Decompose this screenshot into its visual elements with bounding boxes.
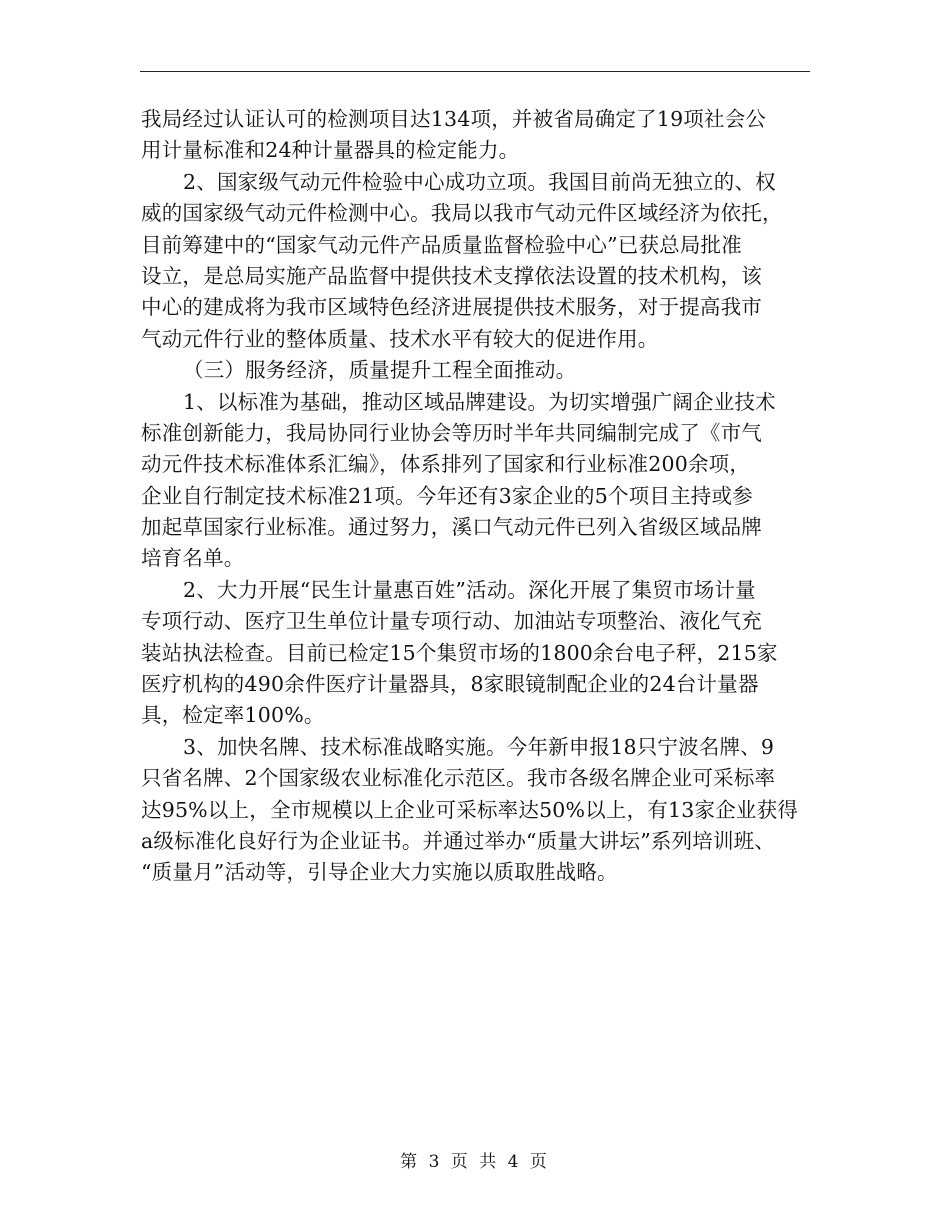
section-heading: （三）服务经济，质量提升工程全面推动。 xyxy=(183,358,577,383)
text-line: “质量月”活动等，引导企业大力实施以质取胜战略。 xyxy=(141,860,618,885)
text-line: 3、加快名牌、技术标准战略实施。今年新申报18只宁波名牌、9 xyxy=(183,734,775,759)
text-line: 1、以标准为基础，推动区域品牌建设。为切实增强广阔企业技术 xyxy=(183,389,776,414)
text-line: 2、国家级气动元件检验中心成功立项。我国目前尚无独立的、权 xyxy=(183,169,776,194)
text-line: 2、大力开展“民生计量惠百姓”活动。深化开展了集贸市场计量 xyxy=(183,577,756,602)
text-line: 具，检定率100%。 xyxy=(141,703,325,728)
text-line: 加起草国家行业标准。通过努力，溪口气动元件已列入省级区域品牌 xyxy=(141,515,762,540)
text-line: 威的国家级气动元件检测中心。我局以我市气动元件区域经济为依托， xyxy=(141,201,783,226)
text-line: 动元件技术标准体系汇编》，体系排列了国家和行业标准200余项， xyxy=(141,452,751,477)
text-line: 设立，是总局实施产品监督中提供技术支撑依法设置的技术机构，该 xyxy=(141,263,762,288)
text-line: 气动元件行业的整体质量、技术水平有较大的促进作用。 xyxy=(141,326,659,351)
text-line: 中心的建成将为我市区域特色经济进展提供技术服务，对于提高我市 xyxy=(141,295,762,320)
text-line: 用计量标准和24种计量器具的检定能力。 xyxy=(141,138,520,163)
text-line: 目前筹建中的“国家气动元件产品质量监督检验中心”已获总局批准 xyxy=(141,232,742,257)
text-line: 专项行动、医疗卫生单位计量专项行动、加油站专项整治、液化气充 xyxy=(141,609,762,634)
text-line: 达95%以上，全市规模以上企业可采标率达50%以上，有13家企业获得 xyxy=(141,797,799,822)
text-line: 培育名单。 xyxy=(141,546,245,571)
text-line: a级标准化良好行为企业证书。并通过举办“质量大讲坛”系列培训班、 xyxy=(141,828,776,853)
text-line: 企业自行制定技术标准21项。今年还有3家企业的5个项目主持或参 xyxy=(141,483,753,508)
text-line: 只省名牌、2个国家级农业标准化示范区。我市各级名牌企业可采标率 xyxy=(141,766,776,791)
header-rule xyxy=(140,71,810,72)
document-body xyxy=(141,104,811,889)
text-line: 医疗机构的490余件医疗计量器具，8家眼镜制配企业的24台计量器 xyxy=(141,672,759,697)
text-line: 标准创新能力，我局协同行业协会等历时半年共同编制完成了《市气 xyxy=(141,420,762,445)
text-line: 装站执法检查。目前已检定15个集贸市场的1800余台电子秤，215家 xyxy=(141,640,778,665)
page-number: 第 3 页 共 4 页 xyxy=(400,1152,550,1172)
text-line: 我局经过认证认可的检测项目达134项，并被省局确定了19项社会公 xyxy=(141,107,767,131)
